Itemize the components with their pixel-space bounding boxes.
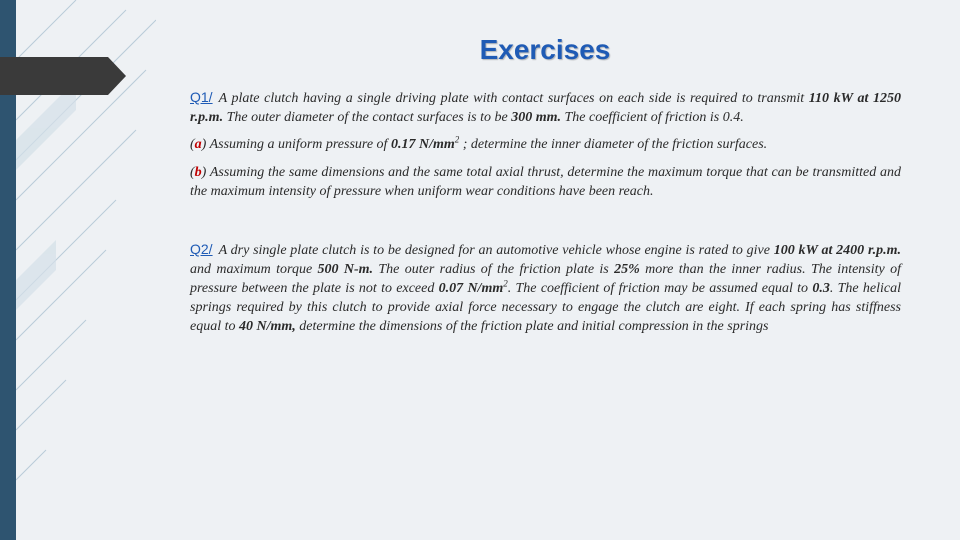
exercise-content	[190, 88, 901, 336]
q1-part-a	[190, 135, 901, 154]
q1-text-1: A plate clutch having a single driving plate with contact surfaces on each side is required to transmit	[218, 91, 805, 106]
q2-text-3: The outer radius of the friction plate is	[373, 262, 615, 277]
q2-radius-percent: 25%	[614, 262, 640, 277]
q2-text-4: more than the inner radius. The intensity of pressure between the plate is not to exceed	[190, 262, 901, 296]
q1-paragraph	[190, 88, 901, 127]
part-b-letter: b	[194, 165, 202, 180]
q2-friction-coefficient: 0.3	[812, 281, 830, 296]
part-a-pressure: 0.17 N/mm	[390, 137, 455, 152]
q1-text-4: .	[740, 110, 744, 125]
q1-outer-diameter: 300 mm.	[511, 110, 561, 125]
part-a-superscript: 2	[454, 134, 460, 145]
q1-part-b	[190, 163, 901, 201]
q2-superscript: 2	[503, 278, 508, 289]
part-a-text-1: Assuming a uniform pressure of	[206, 137, 391, 152]
q1-text-2: The outer diameter of the contact surfaces is to be	[223, 110, 512, 125]
part-b-text-1: Assuming the same dimensions and the same total axial thrust, determine the maximum torque that can be transmitted and the maximum intensity of pressure when uniform wear conditions have been reach.	[190, 165, 901, 199]
q2-text-1: A dry single plate clutch is to be designed for an automotive vehicle whose engine is rated to give	[218, 243, 770, 258]
q1-text-3: The coefficient of friction is	[560, 110, 723, 125]
q2-text-2: and maximum torque	[190, 262, 318, 277]
q2-power: 100 kW at 2400 r.p.m.	[773, 243, 902, 258]
q2-pressure: 0.07 N/mm	[438, 281, 504, 296]
q1-power: 110 kW at 1250 r.p.m.	[190, 91, 902, 125]
part-a-close: )	[201, 137, 207, 152]
q2-label: Q2/	[190, 241, 213, 257]
q1-friction-coefficient: 0.4	[722, 110, 741, 125]
title-arrow-tab	[0, 57, 128, 95]
q2-stiffness: 40 N/mm,	[239, 319, 296, 334]
q1-label: Q1/	[190, 89, 213, 105]
part-a-open: (	[190, 137, 195, 152]
part-b-open: (	[190, 165, 195, 180]
part-a-text-2: ; determine the inner diameter of the friction surfaces.	[459, 137, 768, 152]
page-title: Exercises	[479, 34, 611, 65]
q2-text-6: . The helical springs required by this clutch to provide axial force necessary to engage the clutch are eight. If each spring has stiffness equal to	[190, 281, 901, 334]
q2-paragraph	[190, 240, 901, 336]
q2-text-7: determine the dimensions of the friction plate and initial compression in the springs	[295, 319, 769, 334]
q2-text-5: . The coefficient of friction may be assumed equal to	[507, 281, 813, 296]
part-b-close: )	[201, 165, 207, 180]
part-a-letter: a	[194, 137, 202, 152]
q2-torque: 500 N-m.	[317, 262, 374, 277]
